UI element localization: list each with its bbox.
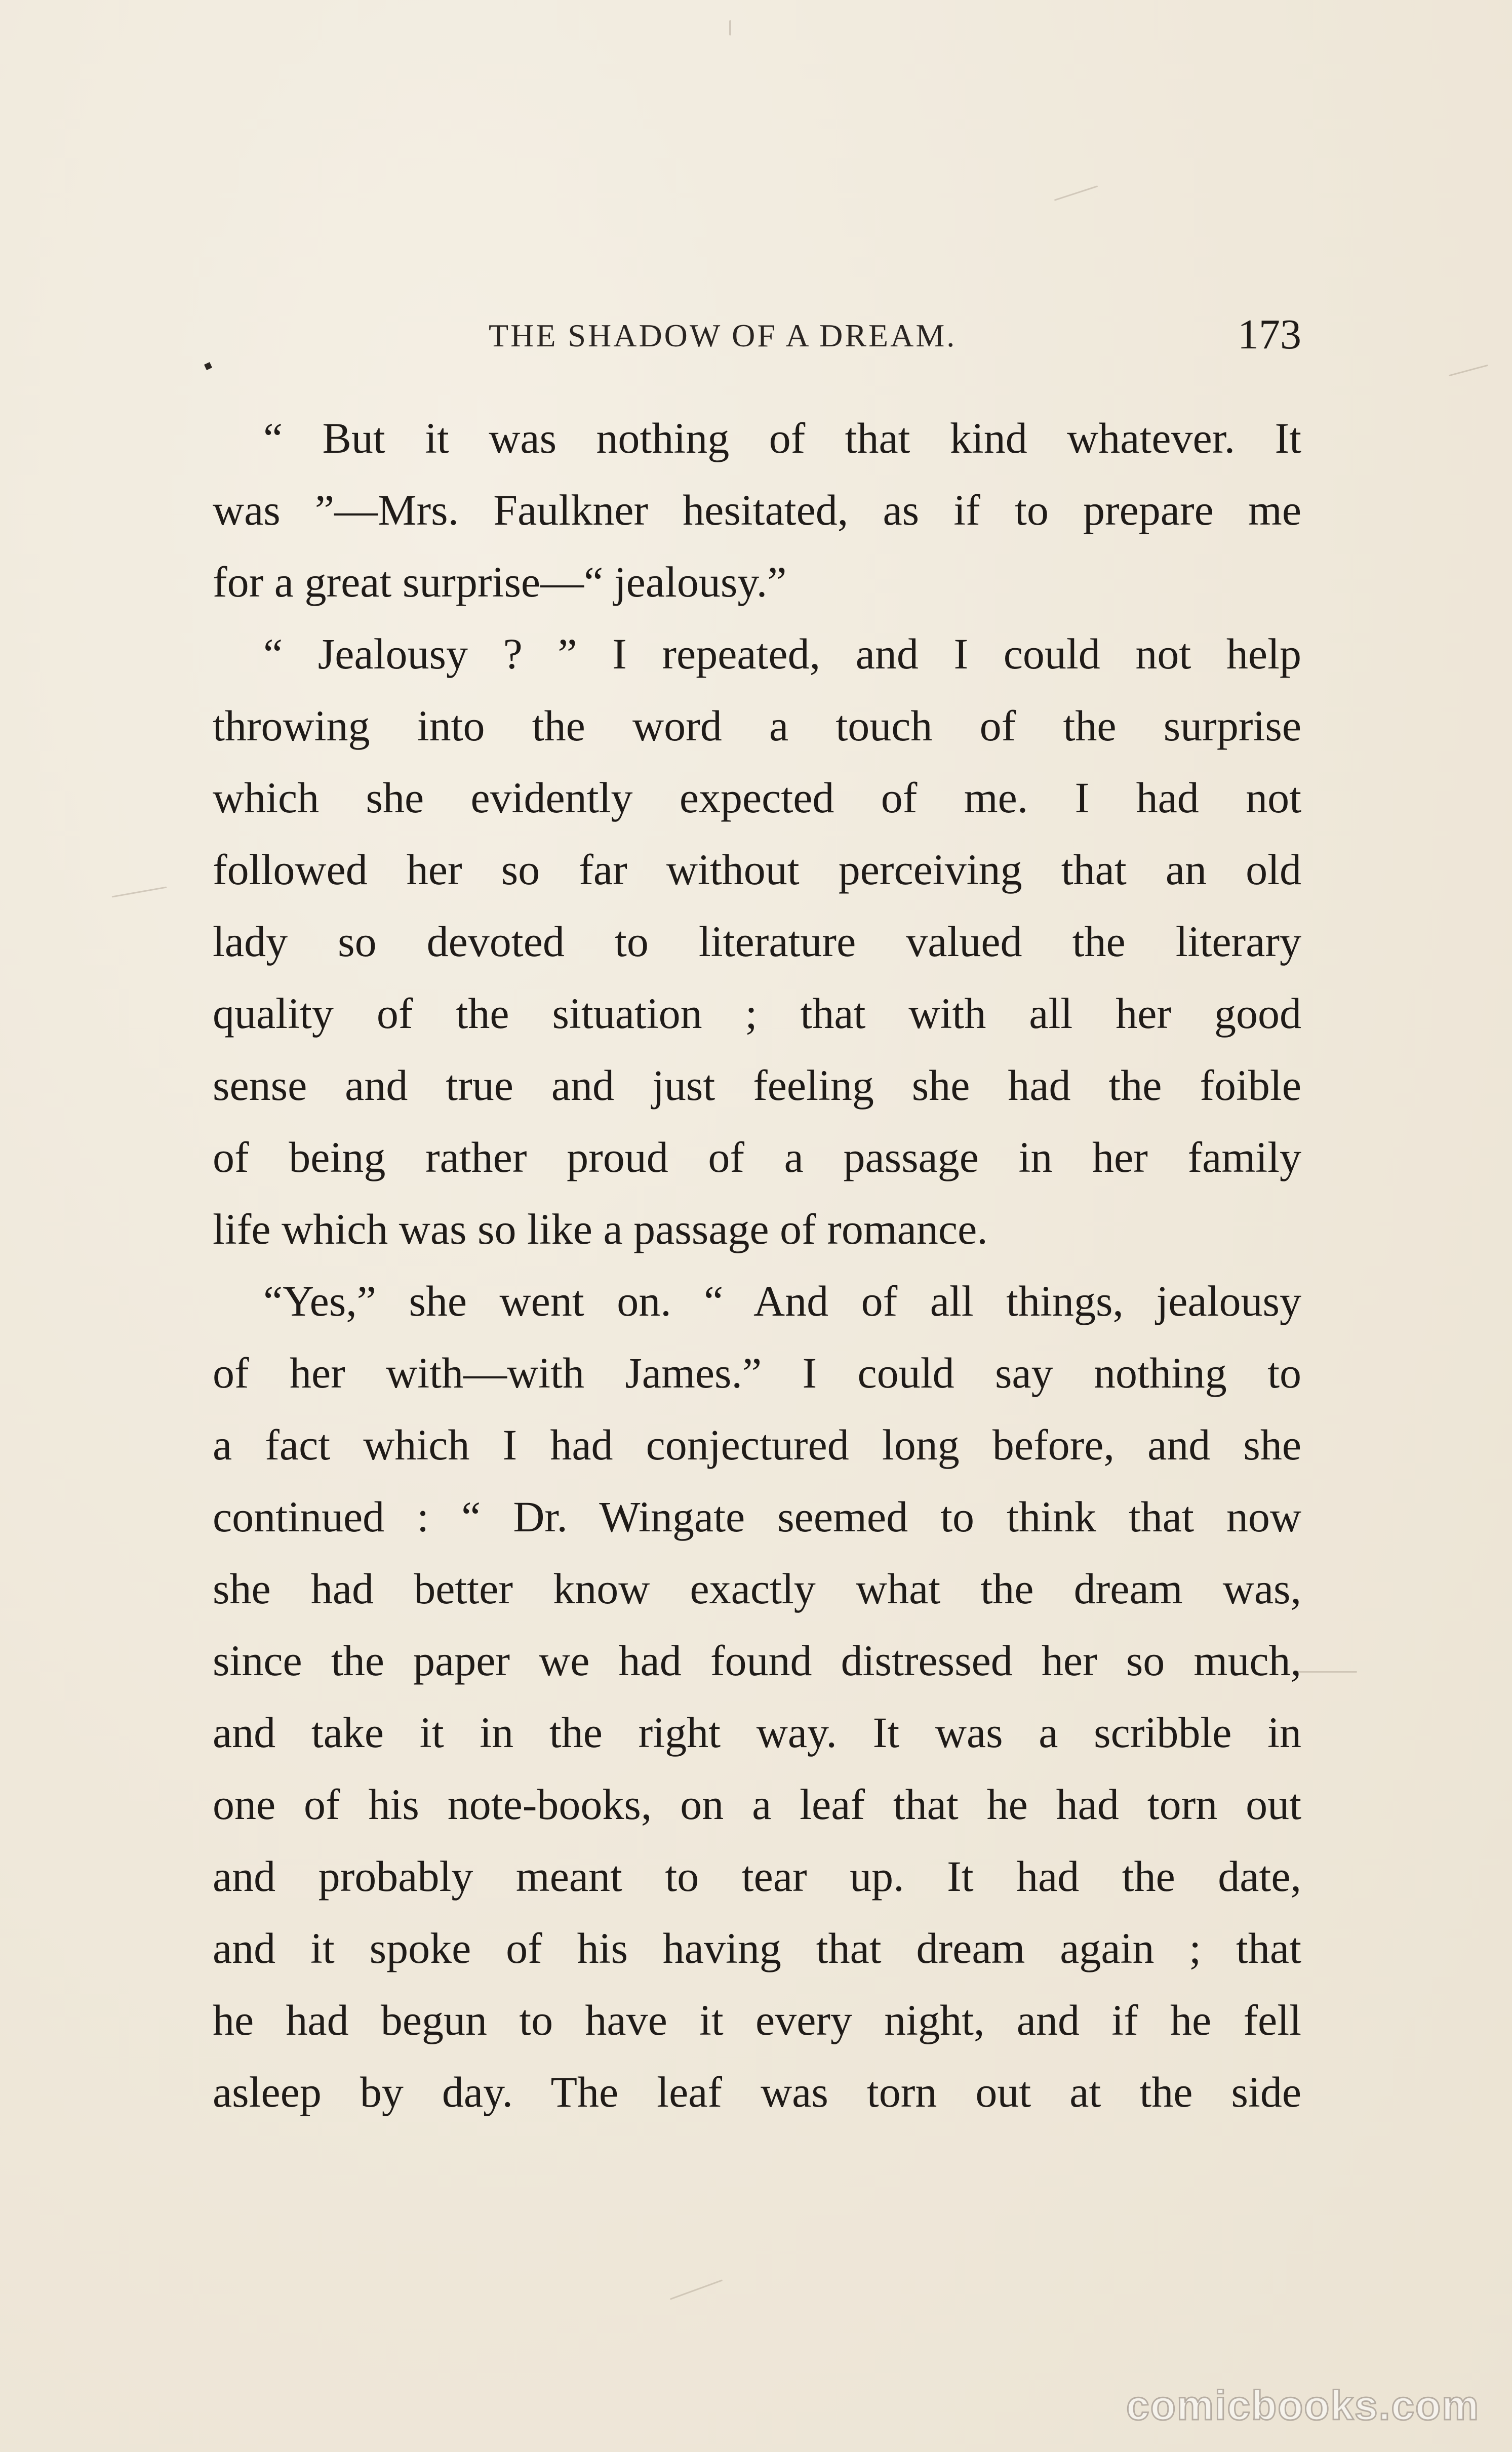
watermark: comicbooks.com: [1126, 2383, 1480, 2429]
text-line: which she evidently expected of me. I had not: [213, 773, 1301, 822]
text-line: and it spoke of his having that dream again ; that: [213, 1924, 1301, 1972]
text-line: of being rather proud of a passage in her family: [213, 1133, 1301, 1181]
text-line: asleep by day. The leaf was torn out at the side: [213, 2068, 1301, 2116]
text-line: was ”—Mrs. Faulkner hesitated, as if to prepare me: [213, 486, 1301, 534]
text-line: of her with—with James.” I could say nothing to: [213, 1349, 1301, 1397]
running-head: [213, 310, 1301, 366]
body-text: [213, 402, 1301, 2128]
ink-mark: [204, 362, 212, 370]
text-line: “ Jealousy ? ” I repeated, and I could not help: [263, 629, 1301, 678]
text-line: she had better know exactly what the dream was,: [213, 1564, 1301, 1613]
text-line: throwing into the word a touch of the surprise: [213, 701, 1301, 750]
paper-scratch: [1296, 1671, 1357, 1673]
paper-scratch: [1449, 365, 1488, 377]
text-line: and probably meant to tear up. It had the date,: [213, 1852, 1301, 1901]
paper-scratch: [112, 886, 167, 897]
text-line: a fact which I had conjectured long before, and she: [213, 1420, 1301, 1469]
page-number: 173: [1238, 311, 1301, 358]
text-line: “ But it was nothing of that kind whatever. It: [263, 414, 1301, 462]
running-title: THE SHADOW OF A DREAM.: [489, 318, 957, 353]
paper-scratch: [729, 20, 731, 35]
text-line: continued : “ Dr. Wingate seemed to think that now: [213, 1492, 1301, 1541]
text-line: since the paper we had found distressed her so much,: [213, 1636, 1301, 1685]
text-line: “Yes,” she went on. “ And of all things, jealousy: [263, 1277, 1301, 1325]
text-line: life which was so like a passage of romance.: [213, 1205, 988, 1253]
text-line: for a great surprise—“ jealousy.”: [213, 558, 787, 606]
text-line: he had begun to have it every night, and if he fell: [213, 1996, 1301, 2044]
text-line: quality of the situation ; that with all her good: [213, 989, 1301, 1038]
text-line: and take it in the right way. It was a scribble in: [213, 1708, 1301, 1757]
text-line: one of his note-books, on a leaf that he had torn out: [213, 1780, 1301, 1829]
paper-scratch: [1054, 185, 1098, 201]
text-line: sense and true and just feeling she had the foible: [213, 1061, 1301, 1110]
text-line: followed her so far without perceiving that an old: [213, 845, 1301, 894]
paper-scratch: [670, 2279, 723, 2300]
text-line: lady so devoted to literature valued the literary: [213, 917, 1301, 966]
